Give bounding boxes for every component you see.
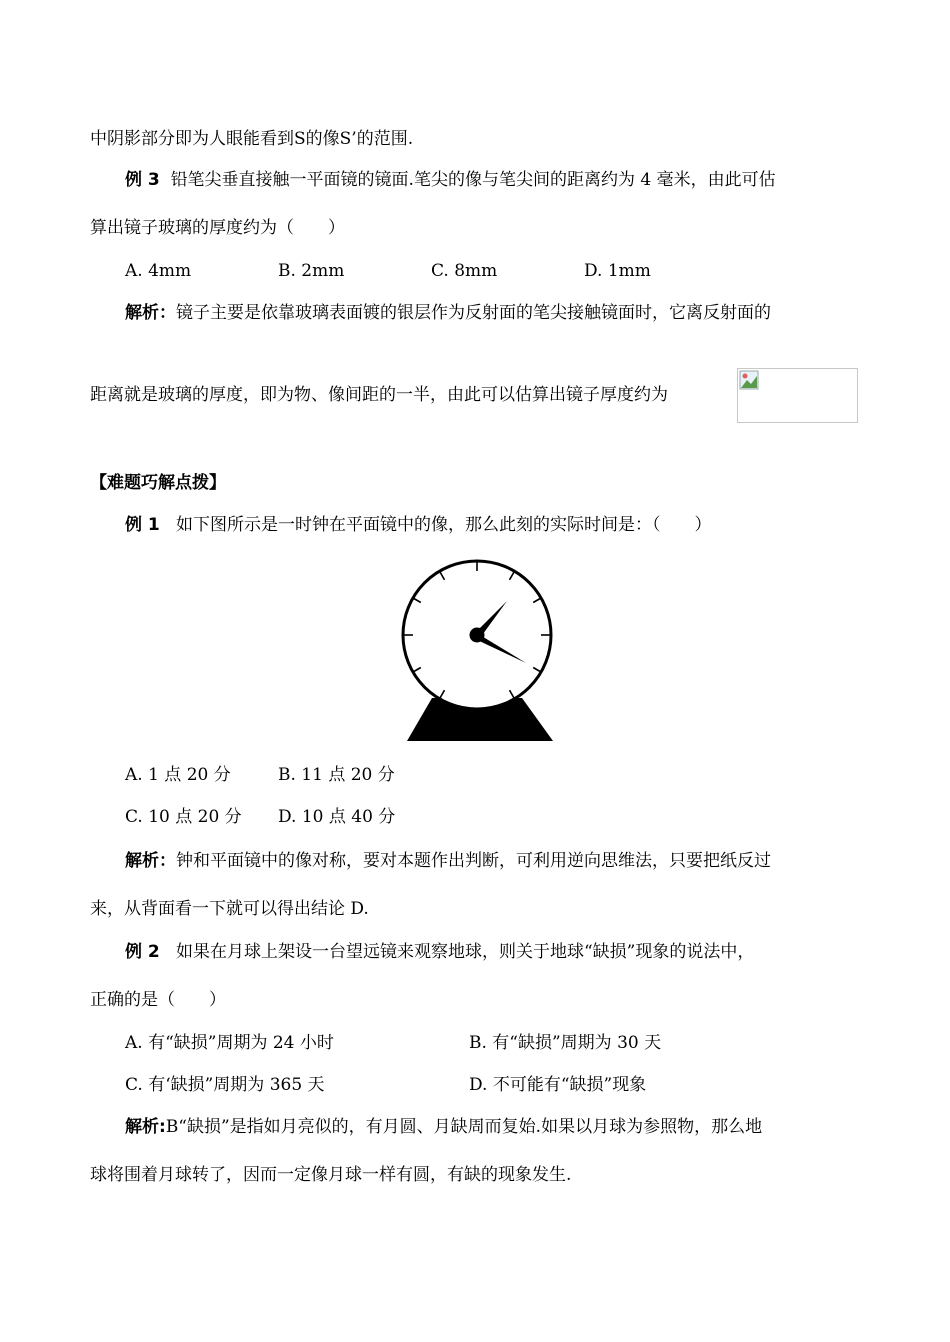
option-a: A. 4mm (125, 261, 192, 281)
analysis-line (125, 1115, 762, 1139)
option-c: C. 有‘缺损”周期为 365 天 (125, 1075, 325, 1095)
paragraph-line: 中阴影部分即为人眼能看到S的像S’的范围. (90, 129, 414, 149)
analysis-text: 镜子主要是依靠玻璃表面镀的银层作为反射面的笔尖接触镜面时，它离反射面的 (176, 303, 771, 323)
clock-diagram (400, 555, 555, 743)
example-label: 例 3 (125, 170, 160, 190)
option-d: D. 10 点 40 分 (278, 807, 396, 827)
example-text: 铅笔尖垂直接触一平面镜的镜面.笔尖的像与笔尖间的距离约为 4 毫米，由此可估 (170, 170, 776, 190)
option-d: D. 不可能有“缺损”现象 (469, 1075, 647, 1095)
analysis-line (125, 849, 771, 873)
analysis-label: 解析: (125, 1117, 166, 1137)
example-label: 例 1 (125, 515, 160, 535)
analysis-label: 解析： (125, 303, 176, 323)
analysis-line (125, 301, 771, 325)
example-2-line (125, 940, 754, 964)
example-3-line-2: 算出镜子玻璃的厚度约为（ ） (90, 218, 345, 238)
broken-image-icon (739, 370, 759, 390)
example-text: 如果在月球上架设一台望远镜来观察地球，则关于地球“缺损”现象的说法中， (175, 942, 755, 962)
analysis-line-2: 来，从背面看一下就可以得出结论 D. (90, 899, 369, 919)
analysis-label: 解析： (125, 851, 176, 871)
clock-center (470, 628, 485, 643)
section-title: 【难题巧解点拨】 (90, 473, 226, 493)
option-b: B. 11 点 20 分 (278, 765, 395, 785)
analysis-text: B“缺损”是指如月亮似的，有月圆、月缺周而复始.如果以月球为参照物，那么地 (165, 1117, 763, 1137)
broken-image (737, 368, 858, 423)
analysis-line-2: 球将围着月球转了，因而一定像月球一样有圆，有缺的现象发生. (90, 1165, 572, 1185)
option-c: C. 10 点 20 分 (125, 807, 242, 827)
example-text: 如下图所示是一时钟在平面镜中的像，那么此刻的实际时间是：（ ） (175, 515, 712, 535)
option-c: C. 8mm (431, 261, 498, 281)
option-b: B. 2mm (278, 261, 345, 281)
analysis-line-2: 距离就是玻璃的厚度，即为物、像间距的一半，由此可以估算出镜子厚度约为 (90, 385, 668, 405)
example-3-line (125, 168, 776, 192)
example-1-line (125, 513, 711, 537)
option-d: D. 1mm (584, 261, 651, 281)
analysis-text: 钟和平面镜中的像对称，要对本题作出判断，可利用逆向思维法，只要把纸反过 (176, 851, 771, 871)
option-b: B. 有“缺损”周期为 30 天 (469, 1033, 662, 1053)
example-2-line-2: 正确的是（ ） (90, 990, 226, 1010)
example-label: 例 2 (125, 942, 160, 962)
option-a: A. 1 点 20 分 (125, 765, 231, 785)
option-a: A. 有“缺损”周期为 24 小时 (125, 1033, 334, 1053)
